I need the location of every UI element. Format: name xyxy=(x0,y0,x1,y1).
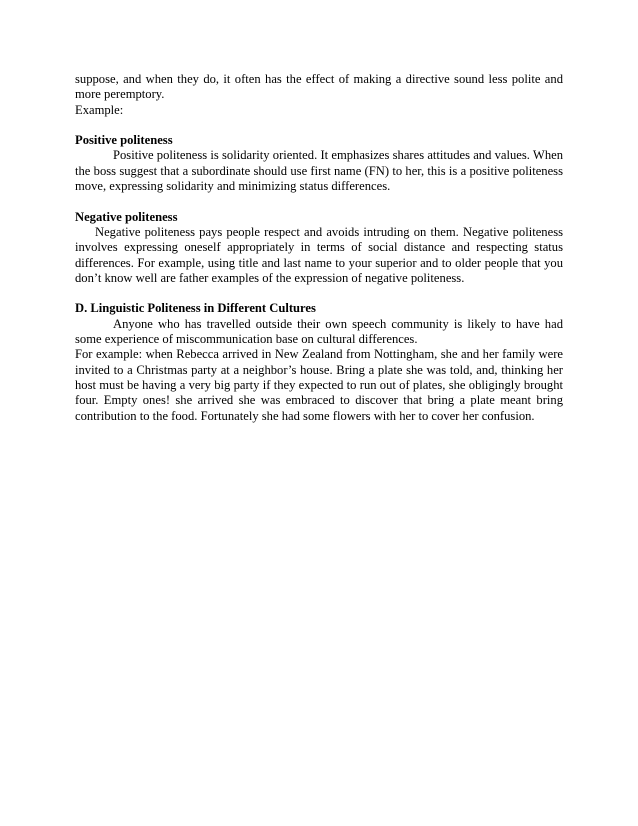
section-d-paragraph: Anyone who has travelled outside their own speech community is likely to have had some experience of miscommunication base on cultural differences. xyxy=(75,316,563,347)
spacer xyxy=(75,118,563,133)
section-d-heading: D. Linguistic Politeness in Different Cultures xyxy=(75,301,316,316)
section-d-example-paragraph: For example: when Rebecca arrived in New Zealand from Nottingham, she and her family were invited to a Christmas party at a neighbor’s house. Bring a plate she was told, and, thinking her host must be having a very big party if they expected to run out of plates, she obligingly brought four. Empty ones! she arrived she was embraced to discover that bring a plate meant bring contribution to the food. Fortunately she had some flowers with her to cover her confusion. xyxy=(75,347,563,423)
negative-politeness-paragraph: Negative politeness pays people respect and avoids intruding on them. Negative politeness involves expressing oneself appropriately in terms of social distance and respecting status differences. For example, using title and last name to your superior and to older people that you don’t know well are father examples of the expression of negative politeness. xyxy=(75,224,563,285)
negative-politeness-heading: Negative politeness xyxy=(75,209,178,224)
document-body xyxy=(75,72,563,424)
positive-politeness-heading: Positive politeness xyxy=(75,133,173,148)
spacer xyxy=(75,194,563,209)
spacer xyxy=(75,286,563,301)
positive-politeness-paragraph: Positive politeness is solidarity oriented. It emphasizes shares attitudes and values. When the boss suggest that a subordinate should use first name (FN) to her, this is a positive politeness move, expressing solidarity and minimizing status differences. xyxy=(75,148,563,194)
example-label: Example: xyxy=(75,102,124,117)
intro-paragraph: suppose, and when they do, it often has the effect of making a directive sound less polite and more peremptory. xyxy=(75,72,563,102)
